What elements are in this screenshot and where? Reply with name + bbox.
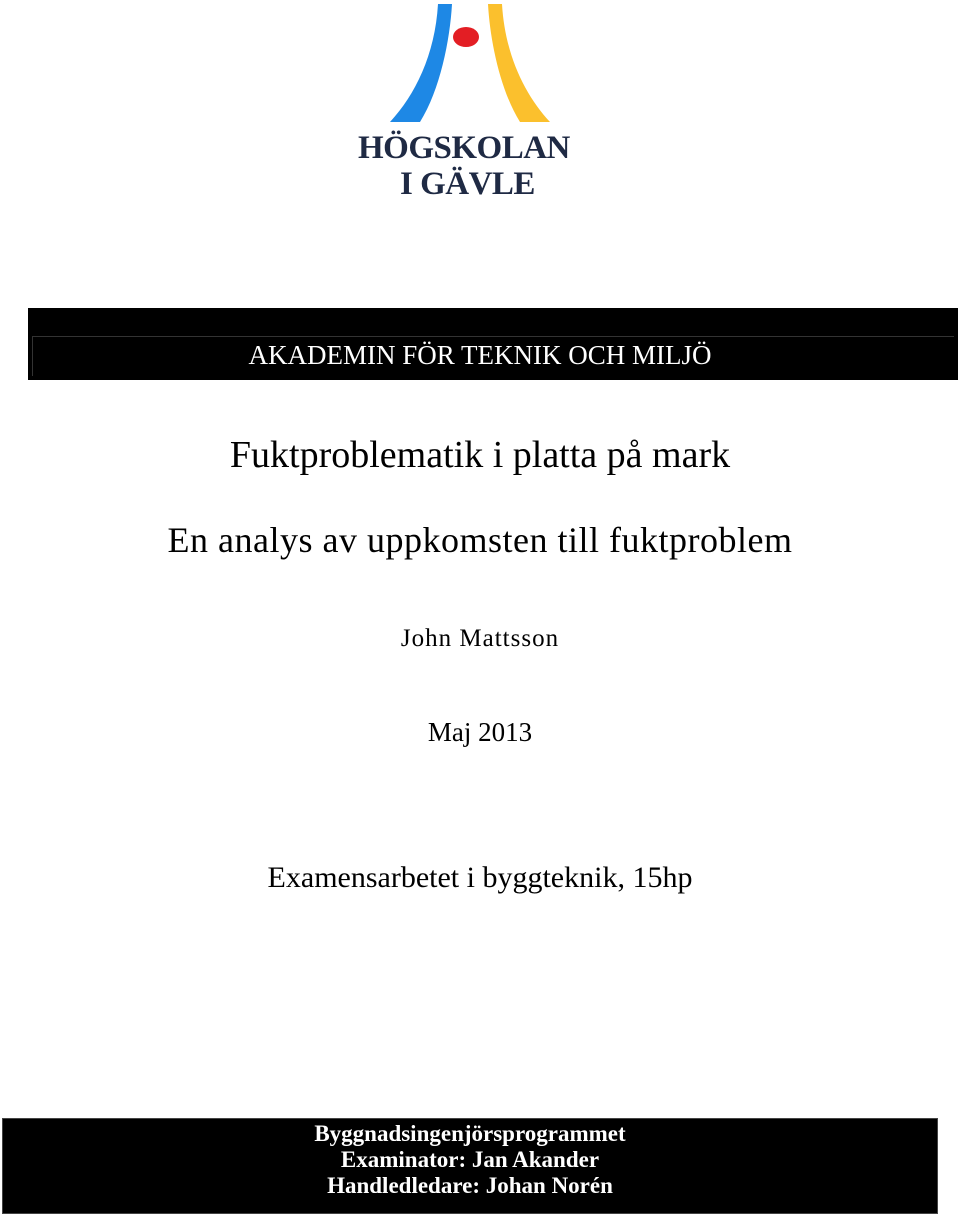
department-title: AKADEMIN FÖR TEKNIK OCH MILJÖ [248, 340, 712, 370]
university-name-line1: HÖGSKOLAN [358, 130, 570, 166]
university-name [358, 130, 598, 202]
thesis-subtitle: En analys av uppkomsten till fuktproblem [167, 520, 793, 560]
examiner-name: Examinator: Jan Akander [340, 1147, 600, 1172]
logo-red-dot-icon [453, 27, 479, 47]
university-name-line2: I GÄVLE [400, 166, 535, 202]
thesis-title: Fuktproblematik i platta på mark [229, 434, 731, 476]
logo-blue-arch-icon [390, 4, 452, 122]
logo-yellow-arch-icon [488, 4, 550, 122]
author-name: John Mattsson [400, 625, 560, 652]
program-name: Byggnadsingenjörsprogrammet [314, 1121, 626, 1146]
course-info: Examensarbetet i byggteknik, 15hp [267, 861, 693, 894]
supervisor-name: Handledledare: Johan Norén [327, 1173, 613, 1198]
publication-date: Maj 2013 [427, 717, 533, 747]
university-logo-icon [390, 0, 550, 125]
